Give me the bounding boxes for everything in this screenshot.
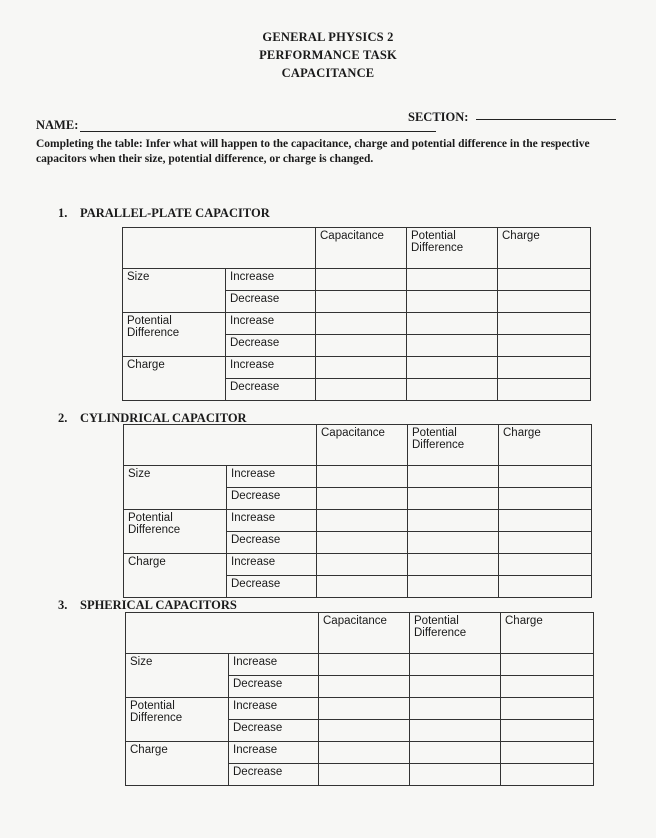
answer-cell[interactable]	[410, 742, 501, 764]
header-empty-cell	[124, 425, 317, 466]
name-section-line	[36, 110, 616, 134]
name-label: NAME:	[36, 118, 79, 132]
answer-cell[interactable]	[319, 764, 410, 786]
section-title-text: SPHERICAL CAPACITORS	[80, 598, 237, 612]
row-category-charge: Charge	[126, 742, 229, 786]
header-capacitance: Capacitance	[316, 228, 407, 269]
answer-cell[interactable]	[498, 313, 591, 335]
section-title-text: CYLINDRICAL CAPACITOR	[80, 411, 247, 425]
table-row	[124, 554, 592, 576]
answer-cell[interactable]	[499, 532, 592, 554]
row-option-increase: Increase	[229, 654, 319, 676]
section-number: 1.	[58, 206, 68, 220]
answer-cell[interactable]	[498, 357, 591, 379]
answer-cell[interactable]	[316, 357, 407, 379]
answer-cell[interactable]	[407, 357, 498, 379]
header-line-1: GENERAL PHYSICS 2	[262, 30, 394, 44]
header-potential-difference: Potential Difference	[408, 425, 499, 466]
answer-cell[interactable]	[319, 742, 410, 764]
answer-cell[interactable]	[317, 466, 408, 488]
answer-cell[interactable]	[316, 379, 407, 401]
answer-cell[interactable]	[501, 742, 594, 764]
table-header-row	[124, 425, 592, 466]
row-category-potential-difference: Potential Difference	[123, 313, 226, 357]
answer-cell[interactable]	[498, 379, 591, 401]
answer-cell[interactable]	[410, 654, 501, 676]
answer-cell[interactable]	[319, 676, 410, 698]
row-option-decrease: Decrease	[227, 532, 317, 554]
header-capacitance: Capacitance	[319, 613, 410, 654]
row-option-decrease: Decrease	[227, 576, 317, 598]
row-category-size: Size	[124, 466, 227, 510]
table-row	[124, 466, 592, 488]
table-row	[126, 654, 594, 676]
answer-cell[interactable]	[499, 510, 592, 532]
answer-cell[interactable]	[316, 291, 407, 313]
answer-cell[interactable]	[410, 698, 501, 720]
section-number: 3.	[58, 598, 68, 612]
row-option-decrease: Decrease	[229, 720, 319, 742]
table-header-row	[123, 228, 591, 269]
row-option-increase: Increase	[229, 742, 319, 764]
answer-cell[interactable]	[319, 654, 410, 676]
answer-cell[interactable]	[499, 466, 592, 488]
answer-cell[interactable]	[408, 510, 499, 532]
answer-cell[interactable]	[501, 654, 594, 676]
header-charge: Charge	[499, 425, 592, 466]
row-category-potential-difference: Potential Difference	[124, 510, 227, 554]
answer-cell[interactable]	[407, 313, 498, 335]
row-option-increase: Increase	[229, 698, 319, 720]
answer-cell[interactable]	[501, 676, 594, 698]
answer-cell[interactable]	[317, 576, 408, 598]
row-option-increase: Increase	[227, 554, 317, 576]
answer-cell[interactable]	[410, 764, 501, 786]
answer-cell[interactable]	[499, 576, 592, 598]
header-potential-difference: Potential Difference	[410, 613, 501, 654]
answer-cell[interactable]	[407, 379, 498, 401]
row-option-decrease: Decrease	[227, 488, 317, 510]
answer-cell[interactable]	[316, 313, 407, 335]
answer-cell[interactable]	[498, 291, 591, 313]
row-option-decrease: Decrease	[229, 764, 319, 786]
header-potential-difference: Potential Difference	[407, 228, 498, 269]
row-option-increase: Increase	[226, 357, 316, 379]
answer-cell[interactable]	[407, 335, 498, 357]
capacitor-table-3	[125, 612, 594, 786]
row-category-size: Size	[126, 654, 229, 698]
answer-cell[interactable]	[501, 764, 594, 786]
row-option-decrease: Decrease	[226, 291, 316, 313]
header-empty-cell	[126, 613, 319, 654]
answer-cell[interactable]	[319, 698, 410, 720]
section-field[interactable]	[476, 119, 616, 120]
header-line-2: PERFORMANCE TASK	[259, 48, 397, 62]
table-row	[123, 269, 591, 291]
name-field[interactable]	[80, 131, 436, 132]
section-title-1	[58, 206, 270, 221]
capacitor-table-1	[122, 227, 591, 401]
answer-cell[interactable]	[501, 698, 594, 720]
answer-cell[interactable]	[499, 488, 592, 510]
answer-cell[interactable]	[410, 676, 501, 698]
document-header	[0, 28, 656, 82]
answer-cell[interactable]	[499, 554, 592, 576]
header-empty-cell	[123, 228, 316, 269]
answer-cell[interactable]	[498, 335, 591, 357]
row-option-increase: Increase	[226, 313, 316, 335]
section-title-text: PARALLEL-PLATE CAPACITOR	[80, 206, 270, 220]
answer-cell[interactable]	[407, 269, 498, 291]
table-row	[126, 698, 594, 720]
answer-cell[interactable]	[408, 576, 499, 598]
section-label: SECTION:	[408, 110, 469, 124]
answer-cell[interactable]	[317, 554, 408, 576]
answer-cell[interactable]	[317, 488, 408, 510]
section-title-3	[58, 598, 237, 613]
answer-cell[interactable]	[317, 510, 408, 532]
header-charge: Charge	[501, 613, 594, 654]
instructions: Completing the table: Infer what will happen to the capacitance, charge and potential difference in the respective capacitors when their size, potential difference, or charge is changed.	[36, 138, 590, 165]
row-option-increase: Increase	[227, 466, 317, 488]
section-number: 2.	[58, 411, 68, 425]
answer-cell[interactable]	[408, 488, 499, 510]
row-category-charge: Charge	[123, 357, 226, 401]
row-option-decrease: Decrease	[229, 676, 319, 698]
table-row	[123, 357, 591, 379]
row-option-decrease: Decrease	[226, 335, 316, 357]
capacitor-table-2	[123, 424, 592, 598]
header-charge: Charge	[498, 228, 591, 269]
table-row	[126, 742, 594, 764]
answer-cell[interactable]	[407, 291, 498, 313]
answer-cell[interactable]	[501, 720, 594, 742]
row-category-potential-difference: Potential Difference	[126, 698, 229, 742]
answer-cell[interactable]	[316, 335, 407, 357]
answer-cell[interactable]	[408, 532, 499, 554]
row-option-increase: Increase	[227, 510, 317, 532]
row-option-decrease: Decrease	[226, 379, 316, 401]
header-line-3: CAPACITANCE	[281, 66, 375, 80]
header-capacitance: Capacitance	[317, 425, 408, 466]
table-header-row	[126, 613, 594, 654]
row-option-increase: Increase	[226, 269, 316, 291]
answer-cell[interactable]	[498, 269, 591, 291]
answer-cell[interactable]	[317, 532, 408, 554]
answer-cell[interactable]	[319, 720, 410, 742]
row-category-charge: Charge	[124, 554, 227, 598]
table-row	[123, 313, 591, 335]
answer-cell[interactable]	[410, 720, 501, 742]
table-row	[124, 510, 592, 532]
answer-cell[interactable]	[408, 554, 499, 576]
answer-cell[interactable]	[408, 466, 499, 488]
answer-cell[interactable]	[316, 269, 407, 291]
row-category-size: Size	[123, 269, 226, 313]
